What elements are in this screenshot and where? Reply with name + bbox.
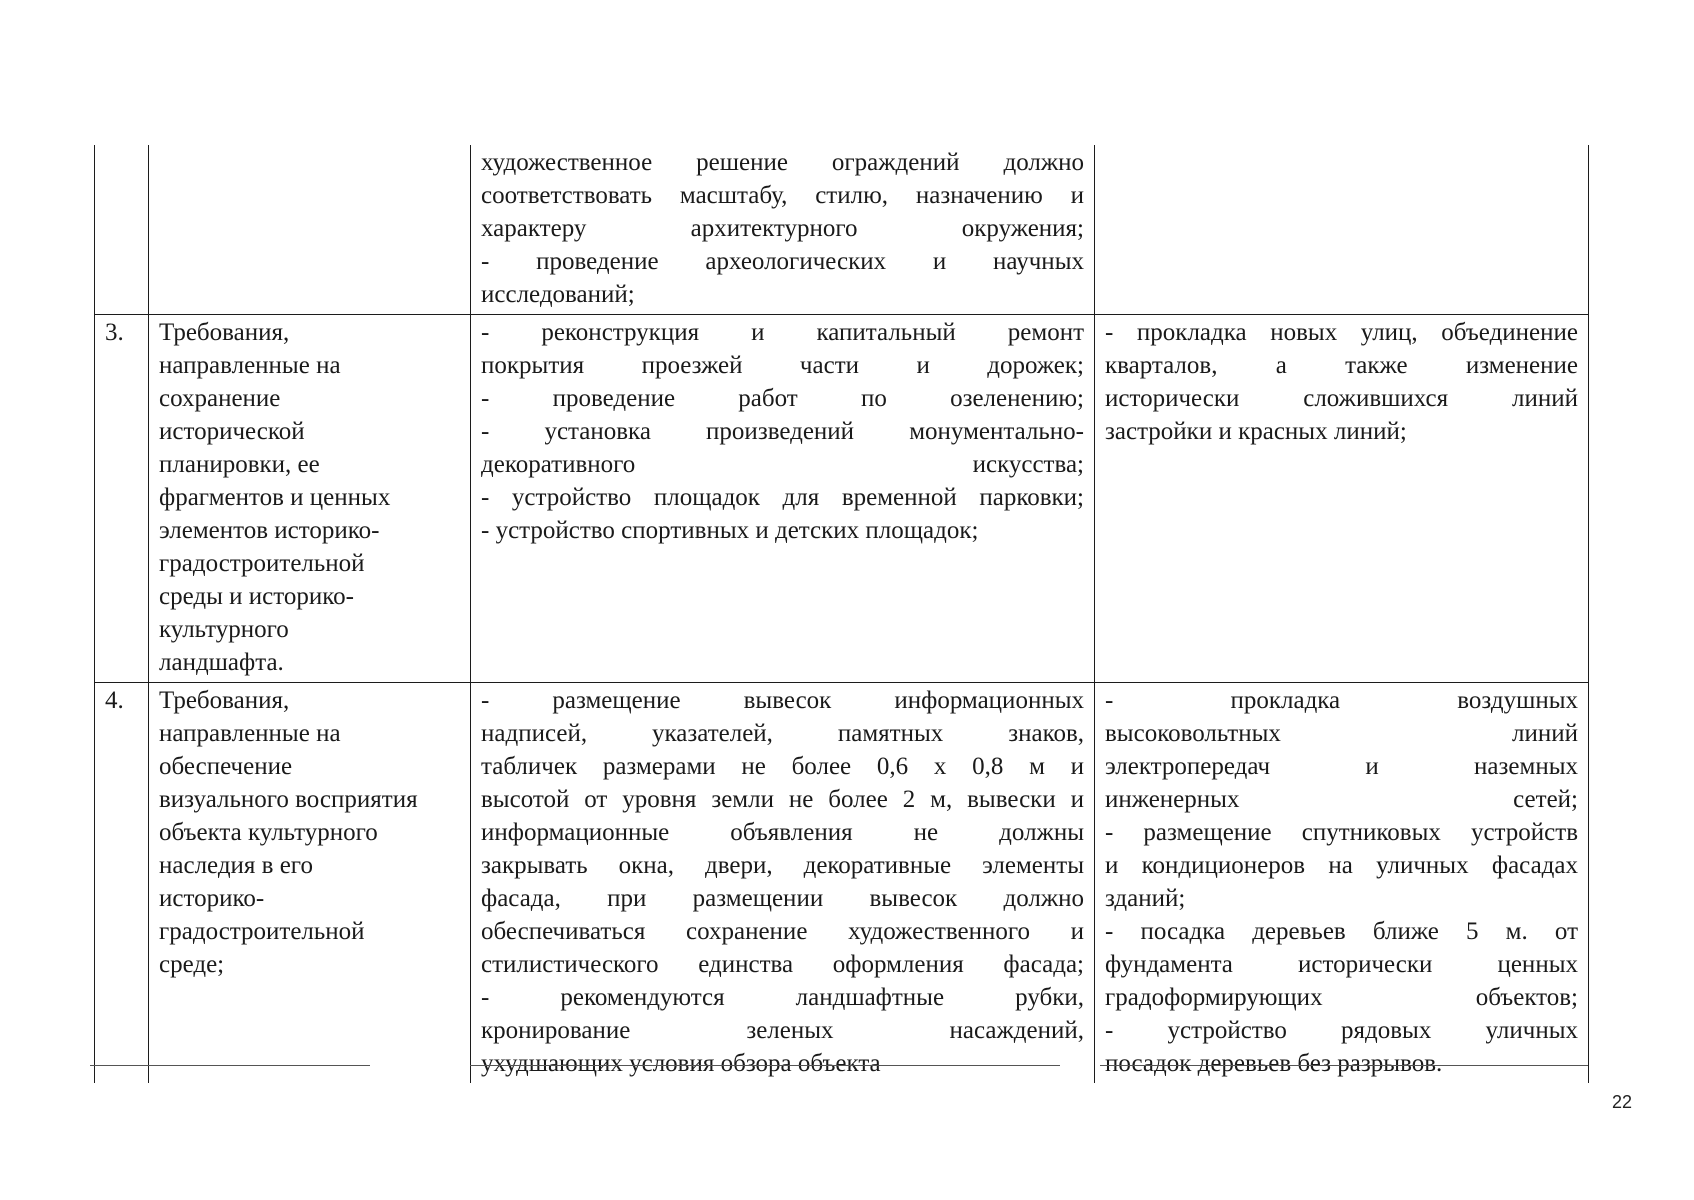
row-number: 4. — [95, 683, 149, 1084]
text-line: обеспечиваться сохранение художественного и — [481, 918, 1084, 945]
text-line: информационные объявления не должны — [481, 819, 1084, 846]
text-line: кронирование зеленых насаждений, — [481, 1017, 1084, 1044]
text-line: стилистического единства оформления фасада; — [481, 951, 1084, 978]
text-line: исследований; — [481, 281, 635, 308]
page-number: 22 — [1612, 1092, 1633, 1112]
requirement-name-cell — [149, 315, 471, 683]
text-line: объекта культурного — [159, 819, 378, 846]
requirements-table — [94, 145, 1589, 1083]
text-line: направленные на — [159, 720, 341, 747]
text-line: характеру архитектурного окружения; — [481, 215, 1084, 242]
text-line: ухудшающих условия обзора объекта — [481, 1050, 881, 1077]
text-line: направленные на — [159, 352, 341, 379]
text-line: закрывать окна, двери, декоративные элементы — [481, 852, 1084, 879]
text-line: исторической — [159, 418, 305, 445]
text-line: Требования, — [159, 687, 290, 714]
text-line: - размещение вывесок информационных — [481, 687, 1084, 714]
text-line: электропередач и наземных — [1105, 753, 1578, 780]
text-line: - реконструкция и капитальный ремонт — [481, 319, 1084, 346]
text-line: среды и историко- — [159, 583, 354, 610]
text-line: историко- — [159, 885, 265, 912]
table-body — [95, 145, 1589, 1083]
text-line: - устройство рядовых уличных — [1105, 1017, 1578, 1044]
text-line: - размещение спутниковых устройств — [1105, 819, 1578, 846]
text-line: зданий; — [1105, 885, 1186, 912]
page-bottom-rule — [1100, 1065, 1588, 1066]
row-number: 3. — [95, 315, 149, 683]
text-line: - установка произведений монументально- — [481, 418, 1084, 445]
text-line: среде; — [159, 951, 225, 978]
row-number — [95, 145, 149, 315]
text-line: покрытия проезжей части и дорожек; — [481, 352, 1084, 379]
text-line: табличек размерами не более 0,6 х 0,8 м и — [481, 753, 1084, 780]
page-bottom-rule — [90, 1065, 370, 1066]
permitted-works-cell — [471, 315, 1095, 683]
text-line: инженерных сетей; — [1105, 786, 1578, 813]
text-line: - устройство спортивных и детских площадок; — [481, 517, 979, 544]
text-line: - рекомендуются ландшафтные рубки, — [481, 984, 1084, 1011]
text-line: и кондиционеров на уличных фасадах — [1105, 852, 1578, 879]
text-line: фундамента исторически ценных — [1105, 951, 1578, 978]
permitted-works-cell — [471, 145, 1095, 315]
prohibited-works-cell — [1095, 683, 1589, 1084]
text-line: художественное решение ограждений должно — [481, 149, 1084, 176]
text-line: сохранение — [159, 385, 281, 412]
text-line: застройки и красных линий; — [1105, 418, 1407, 445]
text-line: Требования, — [159, 319, 290, 346]
text-line: фрагментов и ценных — [159, 484, 391, 511]
text-line: декоративного искусства; — [481, 451, 1084, 478]
text-line: культурного — [159, 616, 289, 643]
requirement-name-cell — [149, 145, 471, 315]
text-line: - прокладка новых улиц, объединение — [1105, 319, 1578, 346]
prohibited-works-cell — [1095, 315, 1589, 683]
text-line: посадок деревьев без разрывов. — [1105, 1050, 1443, 1077]
text-line: - устройство площадок для временной парковки; — [481, 484, 1084, 511]
text-line: градостроительной — [159, 918, 365, 945]
text-line: высотой от уровня земли не более 2 м, вывески и — [481, 786, 1084, 813]
text-line: - посадка деревьев ближе 5 м. от — [1105, 918, 1578, 945]
text-line: кварталов, а также изменение — [1105, 352, 1578, 379]
table-row — [95, 315, 1589, 683]
text-line: высоковольтных линий — [1105, 720, 1578, 747]
text-line: планировки, ее — [159, 451, 320, 478]
text-line: соответствовать масштабу, стилю, назначению и — [481, 182, 1084, 209]
text-line: градоформирующих объектов; — [1105, 984, 1578, 1011]
text-line: - прокладка воздушных — [1105, 687, 1578, 714]
text-line: элементов историко- — [159, 517, 380, 544]
page-bottom-rule — [470, 1065, 1060, 1066]
text-line: наследия в его — [159, 852, 313, 879]
text-line: визуального восприятия — [159, 786, 418, 813]
text-line: обеспечение — [159, 753, 293, 780]
text-line: фасада, при размещении вывесок должно — [481, 885, 1084, 912]
text-line: ландшафта. — [159, 649, 284, 676]
text-line: градостроительной — [159, 550, 365, 577]
text-line: - проведение археологических и научных — [481, 248, 1084, 275]
text-line: - проведение работ по озеленению; — [481, 385, 1084, 412]
table-row — [95, 683, 1589, 1084]
permitted-works-cell — [471, 683, 1095, 1084]
table-row — [95, 145, 1589, 315]
text-line: исторически сложившихся линий — [1105, 385, 1578, 412]
requirement-name-cell — [149, 683, 471, 1084]
text-line: надписей, указателей, памятных знаков, — [481, 720, 1084, 747]
prohibited-works-cell — [1095, 145, 1589, 315]
